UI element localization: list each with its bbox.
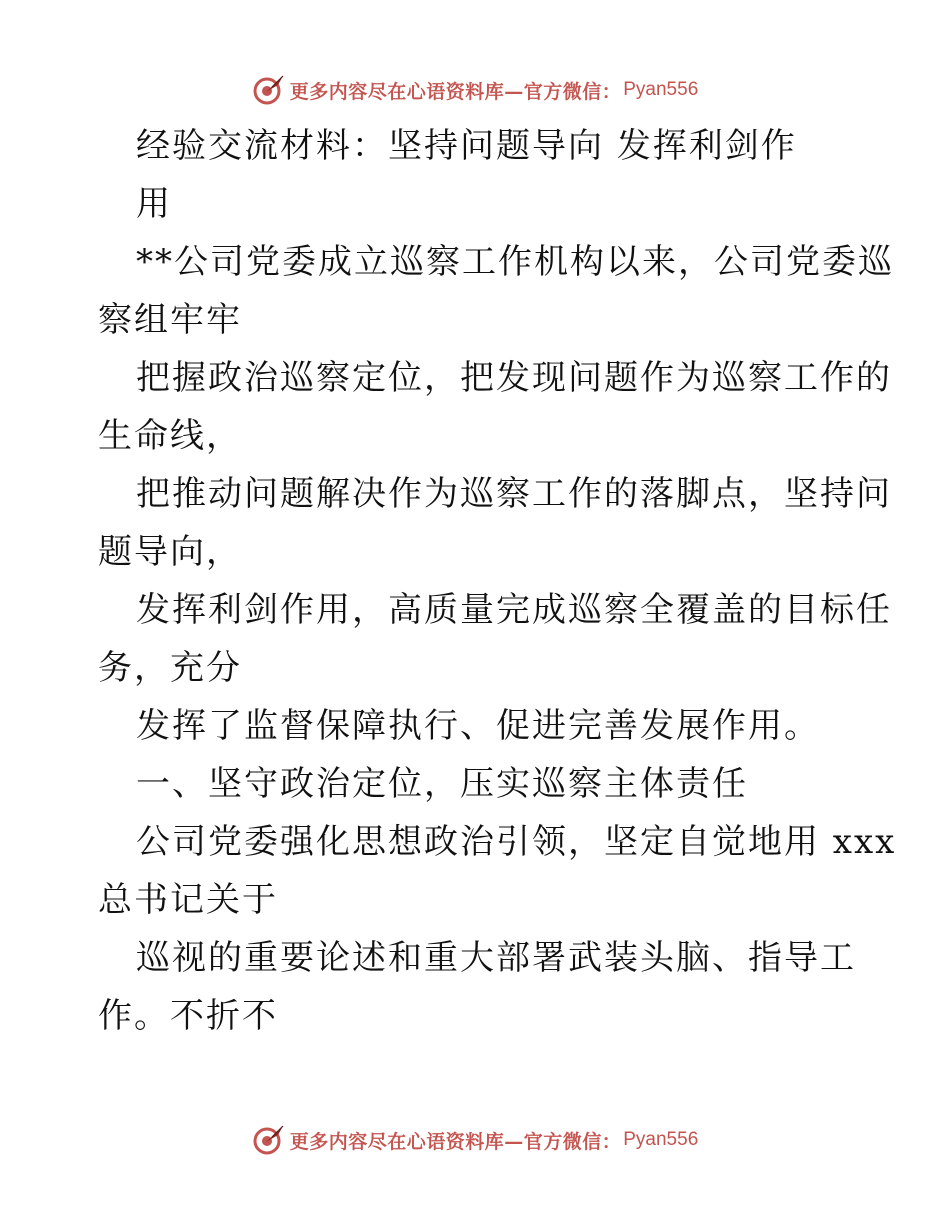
document-line: 总书记关于: [98, 880, 278, 920]
document-line: 公司党委强化思想政治引领，坚定自觉地用 xxx: [136, 822, 897, 862]
document-body: [98, 117, 897, 1045]
document-line: 用: [136, 184, 172, 224]
document-line: 一、坚守政治定位，压实巡察主体责任: [136, 764, 748, 804]
quill-logo-icon: [252, 73, 286, 107]
document-line: 生命线，: [98, 416, 242, 456]
document-line: 作。不折不: [98, 996, 278, 1036]
document-line: 巡视的重要论述和重大部署武装头脑、指导工: [136, 938, 856, 978]
document-line: 务，充分: [98, 648, 242, 688]
footer-banner: [0, 1120, 950, 1160]
banner-text: 更多内容尽在心语资料库—官方微信：: [289, 1130, 622, 1153]
document-line: 把推动问题解决作为巡察工作的落脚点，坚持问: [136, 474, 892, 514]
header-banner: [0, 70, 950, 110]
document-line: 把握政治巡察定位，把发现问题作为巡察工作的: [136, 358, 892, 398]
quill-logo-icon: [252, 1123, 286, 1157]
document-line: 题导向，: [98, 532, 242, 572]
banner-text: 更多内容尽在心语资料库—官方微信：: [289, 80, 622, 103]
document-line: **公司党委成立巡察工作机构以来，公司党委巡: [136, 242, 894, 282]
banner-wechat-id: Pyan556: [623, 79, 699, 100]
document-line: 发挥利剑作用，高质量完成巡察全覆盖的目标任: [136, 590, 892, 630]
document-line: 发挥了监督保障执行、促进完善发展作用。: [136, 706, 820, 746]
document-line: 察组牢牢: [98, 300, 242, 340]
document-line: 经验交流材料：坚持问题导向 发挥利剑作: [136, 126, 797, 166]
banner-wechat-id: Pyan556: [623, 1129, 699, 1150]
